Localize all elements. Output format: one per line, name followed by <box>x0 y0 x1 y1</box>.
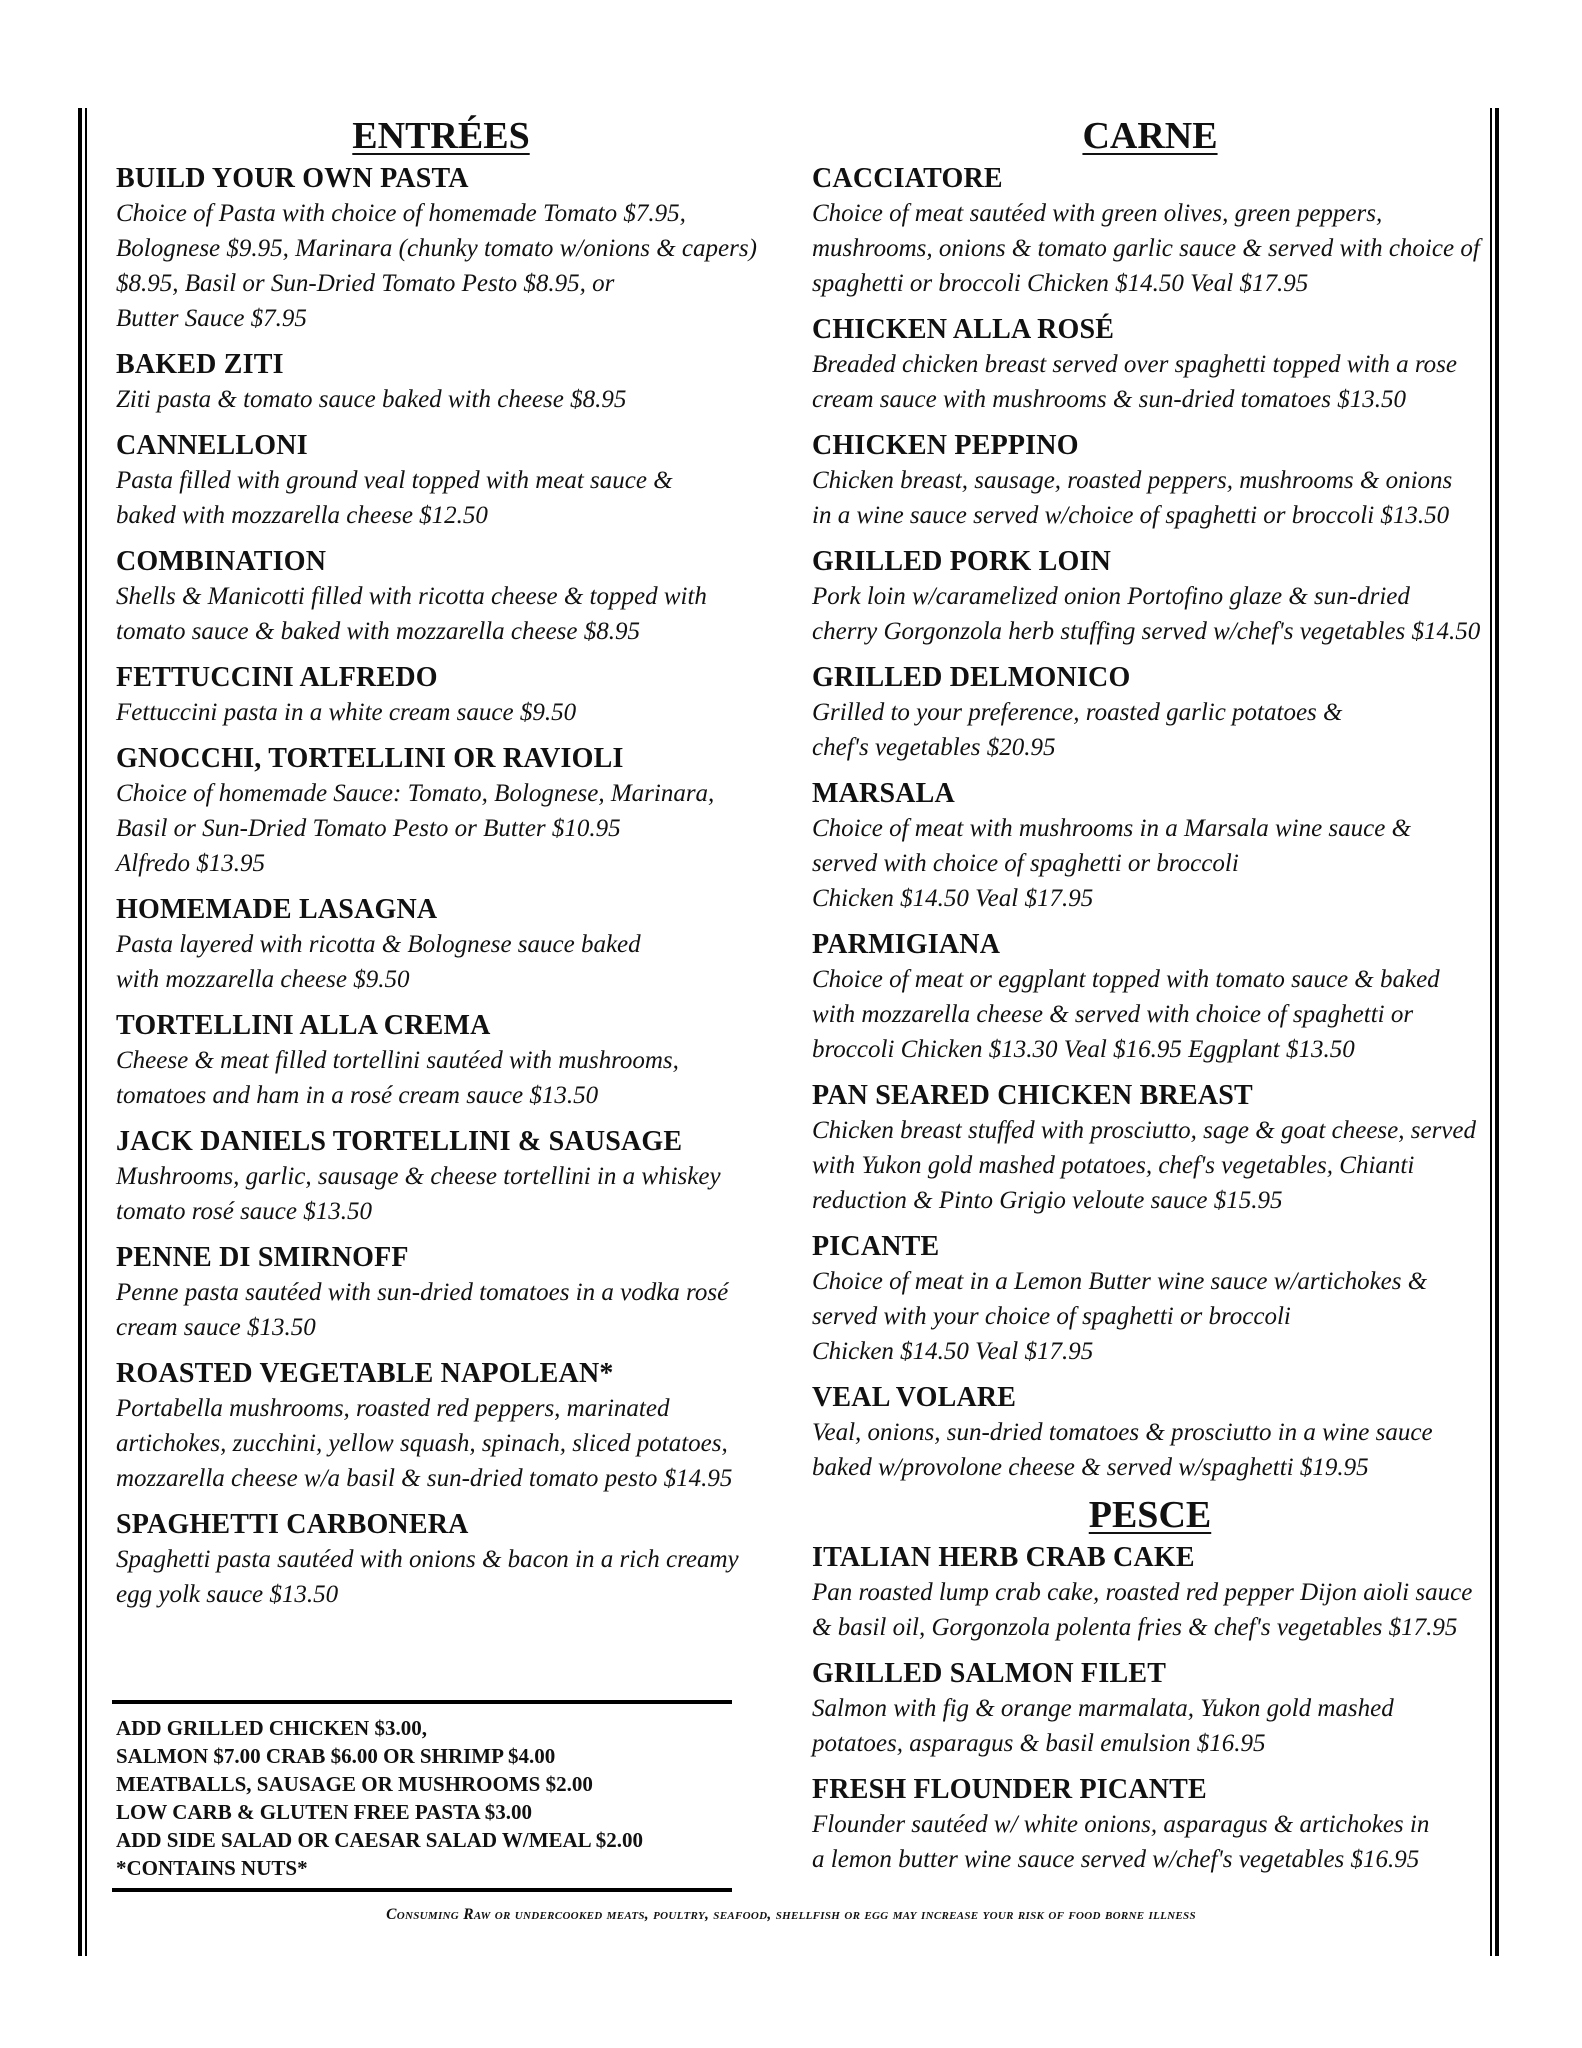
description-line: Spaghetti pasta sautéed with onions & bacon in a rich creamy <box>116 1546 739 1573</box>
description-line: tomato sauce & baked with mozzarella cheese $8.95 <box>116 618 640 645</box>
description-line: Choice of meat in a Lemon Butter wine sauce w/artichokes & <box>812 1268 1428 1295</box>
menu-item-description <box>812 463 1488 533</box>
menu-item-description <box>116 927 766 997</box>
right-border-rule <box>1490 108 1499 1956</box>
carne-list <box>812 162 1488 1485</box>
description-line: a lemon butter wine sauce served w/chef's vegetables $16.95 <box>812 1846 1420 1873</box>
description-line: baked with mozzarella cheese $12.50 <box>116 502 488 529</box>
add-on-line: ADD GRILLED CHICKEN $3.00, <box>116 1716 427 1740</box>
menu-item <box>116 661 766 730</box>
description-line: Fettuccini pasta in a white cream sauce $9.50 <box>116 699 577 726</box>
description-line: spaghetti or broccoli Chicken $14.50 Veal $17.95 <box>812 270 1309 297</box>
menu-item <box>116 742 766 881</box>
description-line: Cheese & meat filled tortellini sautéed with mushrooms, <box>116 1047 679 1074</box>
menu-item <box>116 348 766 417</box>
description-line: Chicken breast stuffed with prosciutto, sage & goat cheese, served <box>812 1117 1477 1144</box>
menu-item-name: CHICKEN ALLA ROSÉ <box>812 314 1115 345</box>
menu-item <box>116 162 766 336</box>
menu-item-description <box>812 695 1488 765</box>
add-on-line: MEATBALLS, SAUSAGE OR MUSHROOMS $2.00 <box>116 1772 593 1796</box>
menu-item-name: SPAGHETTI CARBONERA <box>116 1509 469 1540</box>
description-line: & basil oil, Gorgonzola polenta fries & chef's vegetables $17.95 <box>812 1614 1458 1641</box>
menu-item-name: CHICKEN PEPPINO <box>812 430 1079 461</box>
add-on-line: LOW CARB & GLUTEN FREE PASTA $3.00 <box>116 1800 532 1824</box>
menu-item <box>116 1357 766 1496</box>
menu-item-description <box>116 1159 766 1229</box>
menu-item-name: PAN SEARED CHICKEN BREAST <box>812 1080 1253 1111</box>
menu-item-description <box>116 776 766 881</box>
description-line: Grilled to your preference, roasted garlic potatoes & <box>812 699 1343 726</box>
description-line: with mozzarella cheese $9.50 <box>116 966 410 993</box>
menu-item-name: PENNE DI SMIRNOFF <box>116 1242 409 1273</box>
description-line: egg yolk sauce $13.50 <box>116 1581 339 1608</box>
description-line: Pasta layered with ricotta & Bolognese sauce baked <box>116 931 641 958</box>
description-line: Pasta filled with ground veal topped with meat sauce & <box>116 467 673 494</box>
menu-item-name: MARSALA <box>812 778 955 809</box>
description-line: tomatoes and ham in a rosé cream sauce $13.50 <box>116 1082 599 1109</box>
menu-item <box>812 313 1488 417</box>
menu-item-description <box>116 1043 766 1113</box>
description-line: Choice of homemade Sauce: Tomato, Bolognese, Marinara, <box>116 780 715 807</box>
menu-item-name: GNOCCHI, TORTELLINI OR RAVIOLI <box>116 743 624 774</box>
description-line: Penne pasta sautéed with sun-dried tomatoes in a vodka rosé <box>116 1279 729 1306</box>
menu-item-name: JACK DANIELS TORTELLINI & SAUSAGE <box>116 1126 683 1157</box>
entrees-column <box>116 112 766 1624</box>
menu-item <box>116 1125 766 1229</box>
description-line: Basil or Sun-Dried Tomato Pesto or Butter $10.95 <box>116 815 621 842</box>
menu-item-description <box>116 579 766 649</box>
menu-item-description <box>812 811 1488 916</box>
description-line: potatoes, asparagus & basil emulsion $16.95 <box>812 1730 1266 1757</box>
menu-item-description <box>812 1113 1488 1218</box>
description-line: cream sauce with mushrooms & sun-dried tomatoes $13.50 <box>812 386 1406 413</box>
description-line: with Yukon gold mashed potatoes, chef's vegetables, Chianti <box>812 1152 1415 1179</box>
description-line: chef's vegetables $20.95 <box>812 734 1056 761</box>
menu-item-name: CANNELLONI <box>116 430 308 461</box>
description-line: broccoli Chicken $13.30 Veal $16.95 Eggplant $13.50 <box>812 1036 1355 1063</box>
carne-heading: CARNE <box>1082 115 1218 157</box>
description-line: Choice of meat with mushrooms in a Marsala wine sauce & <box>812 815 1412 842</box>
menu-item <box>116 893 766 997</box>
menu-item-name: CACCIATORE <box>812 163 1003 194</box>
menu-item-name: TORTELLINI ALLA CREMA <box>116 1010 491 1041</box>
left-border-rule <box>78 108 87 1956</box>
menu-item <box>812 545 1488 649</box>
description-line: with mozzarella cheese & served with choice of spaghetti or <box>812 1001 1414 1028</box>
menu-item-name: VEAL VOLARE <box>812 1382 1017 1413</box>
description-line: Ziti pasta & tomato sauce baked with cheese $8.95 <box>116 386 627 413</box>
description-line: Chicken $14.50 Veal $17.95 <box>812 885 1094 912</box>
description-line: $8.95, Basil or Sun-Dried Tomato Pesto $8.95, or <box>116 270 615 297</box>
menu-item-description <box>116 1391 766 1496</box>
menu-item-name: PARMIGIANA <box>812 929 1001 960</box>
description-line: mozzarella cheese w/a basil & sun-dried tomato pesto $14.95 <box>116 1465 733 1492</box>
menu-item <box>116 429 766 533</box>
menu-item-description <box>812 1807 1488 1877</box>
menu-item-name: HOMEMADE LASAGNA <box>116 894 438 925</box>
menu-item <box>116 545 766 649</box>
menu-item-description <box>116 1275 766 1345</box>
menu-item-description <box>812 1415 1488 1485</box>
description-line: cream sauce $13.50 <box>116 1314 316 1341</box>
description-line: Butter Sauce $7.95 <box>116 305 307 332</box>
menu-item <box>116 1241 766 1345</box>
description-line: Choice of Pasta with choice of homemade Tomato $7.95, <box>116 200 686 227</box>
description-line: Salmon with fig & orange marmalata, Yukon gold mashed <box>812 1695 1394 1722</box>
menu-item-description <box>116 1542 766 1612</box>
menu-item-description <box>812 579 1488 649</box>
description-line: Choice of meat sautéed with green olives, green peppers, <box>812 200 1383 227</box>
description-line: Shells & Manicotti filled with ricotta cheese & topped with <box>116 583 707 610</box>
description-line: in a wine sauce served w/choice of spaghetti or broccoli $13.50 <box>812 502 1450 529</box>
description-line: Choice of meat or eggplant topped with tomato sauce & baked <box>812 966 1440 993</box>
description-line: cherry Gorgonzola herb stuffing served w/chef's vegetables $14.50 <box>812 618 1481 645</box>
menu-item <box>116 1009 766 1113</box>
menu-item <box>812 1079 1488 1218</box>
menu-item-name: PICANTE <box>812 1231 940 1262</box>
food-safety-disclaimer: Consuming Raw or undercooked meats, poultry, seafood, shellfish or egg may increase your risk of food borne illness <box>386 1906 1196 1923</box>
description-line: Chicken breast, sausage, roasted peppers, mushrooms & onions <box>812 467 1453 494</box>
description-line: Chicken $14.50 Veal $17.95 <box>812 1338 1094 1365</box>
menu-item <box>116 1508 766 1612</box>
description-line: Bolognese $9.95, Marinara (chunky tomato w/onions & capers) <box>116 235 757 262</box>
carne-pesce-column <box>812 112 1488 1889</box>
menu-item-name: GRILLED PORK LOIN <box>812 546 1111 577</box>
description-line: Flounder sautéed w/ white onions, asparagus & artichokes in <box>812 1811 1430 1838</box>
menu-item-description <box>116 382 766 417</box>
description-line: served with choice of spaghetti or broccoli <box>812 850 1239 877</box>
description-line: Breaded chicken breast served over spaghetti topped with a rose <box>812 351 1457 378</box>
menu-item-description <box>116 463 766 533</box>
menu-item-name: GRILLED DELMONICO <box>812 662 1131 693</box>
menu-item-name: ITALIAN HERB CRAB CAKE <box>812 1542 1195 1573</box>
add-on-line: ADD SIDE SALAD OR CAESAR SALAD W/MEAL $2.00 <box>116 1828 644 1852</box>
menu-item <box>812 1381 1488 1485</box>
pesce-list <box>812 1541 1488 1877</box>
add-on-line: SALMON $7.00 CRAB $6.00 OR SHRIMP $4.00 <box>116 1744 556 1768</box>
add-ons-box <box>112 1700 732 1892</box>
menu-item <box>812 162 1488 301</box>
entrees-heading: ENTRÉES <box>352 115 530 157</box>
menu-item <box>812 1657 1488 1761</box>
menu-item-name: FRESH FLOUNDER PICANTE <box>812 1774 1207 1805</box>
description-line: artichokes, zucchini, yellow squash, spinach, sliced potatoes, <box>116 1430 728 1457</box>
description-line: Veal, onions, sun-dried tomatoes & prosciutto in a wine sauce <box>812 1419 1433 1446</box>
description-line: Mushrooms, garlic, sausage & cheese tortellini in a whiskey <box>116 1163 721 1190</box>
menu-item-description <box>812 1264 1488 1369</box>
description-line: Pan roasted lump crab cake, roasted red pepper Dijon aioli sauce <box>812 1579 1473 1606</box>
menu-item-name: BUILD YOUR OWN PASTA <box>116 163 469 194</box>
menu-item <box>812 1230 1488 1369</box>
menu-item-description <box>812 347 1488 417</box>
menu-item <box>812 429 1488 533</box>
description-line: served with your choice of spaghetti or broccoli <box>812 1303 1291 1330</box>
menu-item-name: ROASTED VEGETABLE NAPOLEAN* <box>116 1358 614 1389</box>
entrees-list <box>116 162 766 1612</box>
menu-item <box>812 1773 1488 1877</box>
description-line: Pork loin w/caramelized onion Portofino glaze & sun-dried <box>812 583 1410 610</box>
description-line: Portabella mushrooms, roasted red peppers, marinated <box>116 1395 670 1422</box>
menu-item-description <box>116 196 766 336</box>
pesce-heading: PESCE <box>1088 1494 1212 1536</box>
add-on-line: *CONTAINS NUTS* <box>116 1856 308 1880</box>
menu-item <box>812 661 1488 765</box>
description-line: Alfredo $13.95 <box>116 850 266 877</box>
menu-item-name: GRILLED SALMON FILET <box>812 1658 1167 1689</box>
description-line: mushrooms, onions & tomato garlic sauce & served with choice of <box>812 235 1480 262</box>
menu-item <box>812 1541 1488 1645</box>
description-line: baked w/provolone cheese & served w/spaghetti $19.95 <box>812 1454 1369 1481</box>
menu-item-description <box>812 962 1488 1067</box>
menu-item-name: FETTUCCINI ALFREDO <box>116 662 438 693</box>
menu-item-name: BAKED ZITI <box>116 349 284 380</box>
menu-item-description <box>116 695 766 730</box>
menu-item <box>812 777 1488 916</box>
menu-item-description <box>812 1575 1488 1645</box>
menu-item-description <box>812 1691 1488 1761</box>
menu-item <box>812 928 1488 1067</box>
description-line: tomato rosé sauce $13.50 <box>116 1198 372 1225</box>
menu-item-name: COMBINATION <box>116 546 327 577</box>
menu-item-description <box>812 196 1488 301</box>
description-line: reduction & Pinto Grigio veloute sauce $15.95 <box>812 1187 1283 1214</box>
